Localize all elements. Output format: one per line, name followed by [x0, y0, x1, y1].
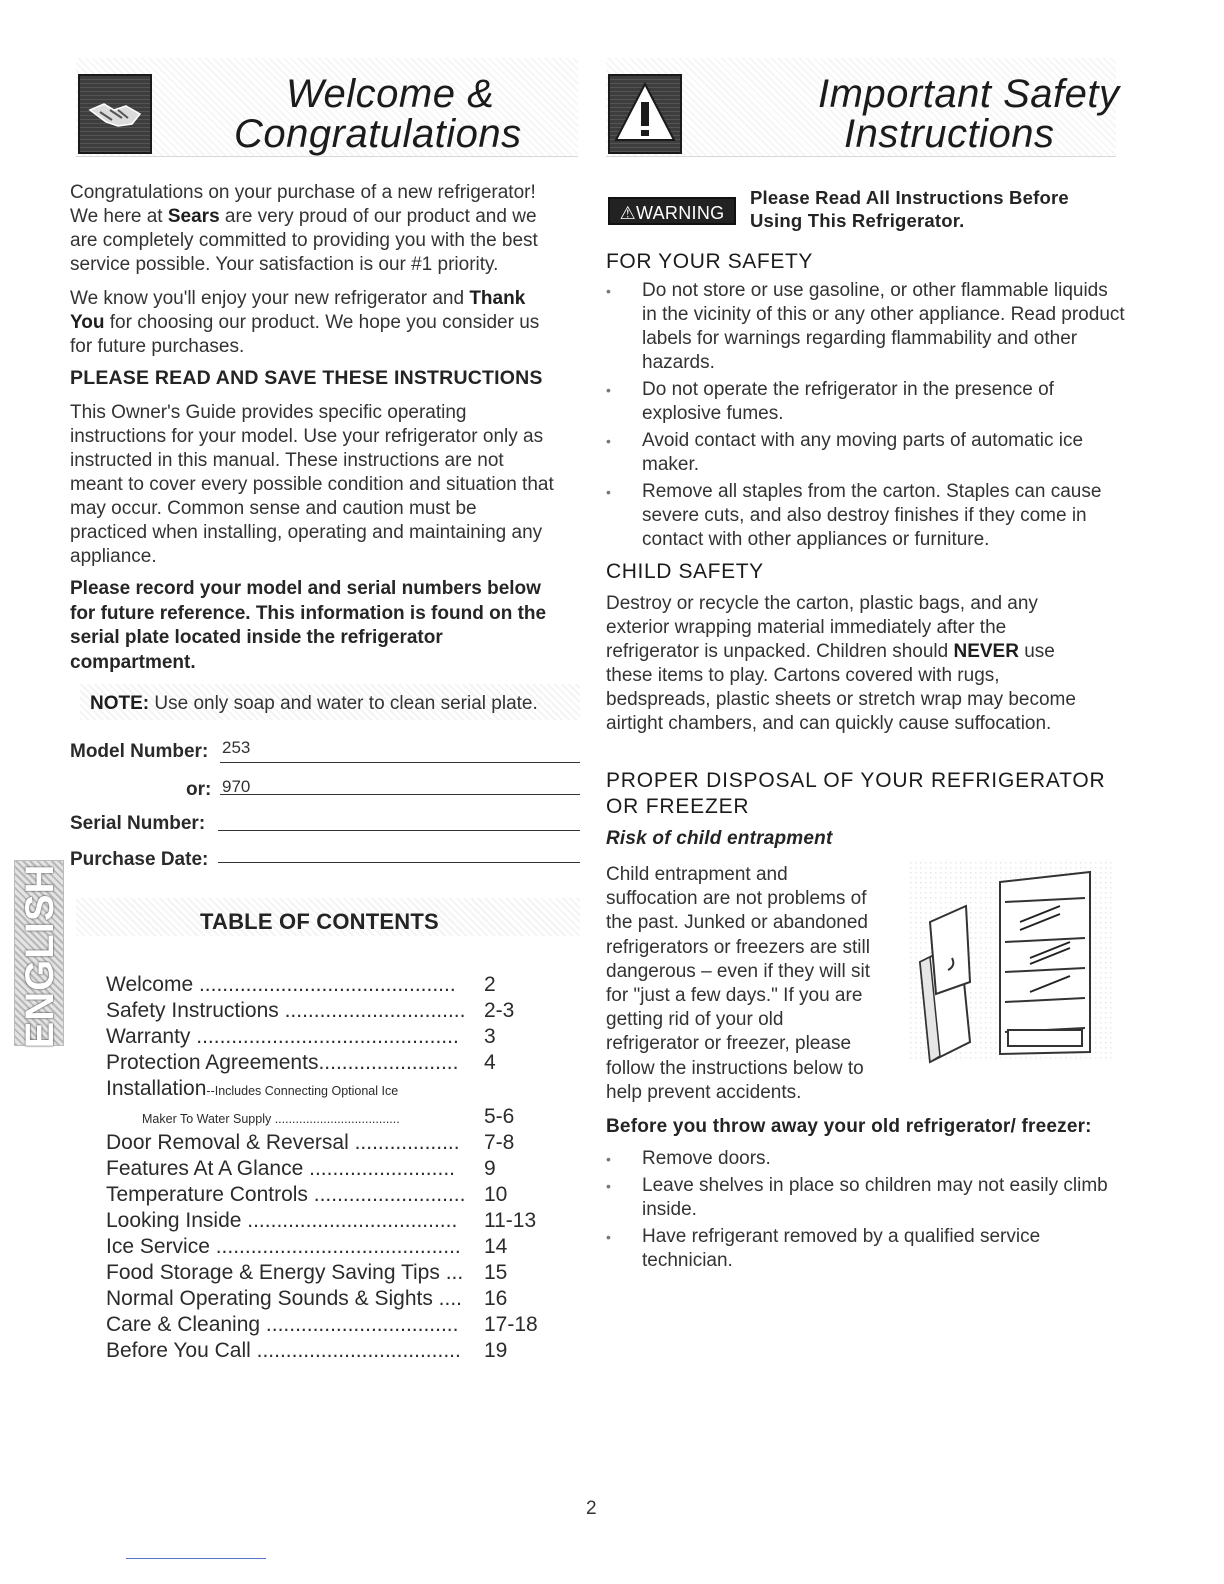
toc-item-label: Before You Call ...................................	[106, 1339, 461, 1362]
before-throw-away-heading: Before you throw away your old refrigerator/ freezer:	[606, 1116, 1092, 1137]
note-text: NOTE: Use only soap and water to clean serial plate.	[90, 693, 538, 714]
model-number-label: Model Number:	[70, 741, 209, 762]
welcome-title-line1: Welcome &	[286, 72, 495, 116]
toc-installation-page: 5-6	[484, 1105, 515, 1128]
or-label: or:	[186, 779, 212, 800]
toc-item[interactable]	[106, 1260, 546, 1286]
safety-bullets	[606, 279, 1126, 555]
toc-item[interactable]	[106, 1156, 546, 1182]
toc-item-page: 10	[484, 1183, 508, 1206]
disposal-bullet-refrigerant: • Have refrigerant removed by a qualified service technician.	[606, 1225, 1126, 1273]
disposal-bullets	[606, 1147, 1126, 1276]
warning-line-2: Using This Refrigerator.	[750, 210, 965, 231]
toc-item[interactable]	[106, 1130, 546, 1156]
toc-item-page: 4	[484, 1051, 496, 1074]
serial-number-label: Serial Number:	[70, 813, 206, 834]
toc-item-label: Care & Cleaning .................................	[106, 1313, 459, 1336]
toc-item-label: Protection Agreements........................	[106, 1051, 459, 1074]
toc-item-label: Welcome ............................................	[106, 973, 456, 996]
toc-item-label: Features At A Glance .........................	[106, 1157, 455, 1180]
purchase-date-label: Purchase Date:	[70, 849, 209, 870]
toc-item-label: Ice Service ..........................................	[106, 1235, 461, 1258]
toc-item-page: 3	[484, 1025, 496, 1048]
welcome-paragraph-2: We know you'll enjoy your new refrigerator and Thank You for choosing our product. We hope you consider us for future purchases.	[70, 288, 540, 357]
toc-item[interactable]	[106, 1286, 546, 1312]
toc-item-page: 11-13	[484, 1209, 537, 1232]
welcome-title-line2: Congratulations	[234, 112, 522, 156]
toc-item-label: Warranty .............................................	[106, 1025, 459, 1048]
welcome-paragraph-1: Congratulations on your purchase of a new refrigerator! We here at Sears are very proud of our product and we are completely committed to providing you with the best service possible. Your satisfaction is our #1 priority.	[70, 182, 538, 275]
toc-item[interactable]	[106, 998, 546, 1024]
toc-item[interactable]	[106, 1050, 546, 1076]
toc-item-page: 9	[484, 1157, 496, 1180]
safety-title-line2: Instructions	[844, 112, 1055, 156]
toc-item-label: Temperature Controls ..........................	[106, 1183, 466, 1206]
footer-rule	[126, 1558, 266, 1559]
warning-triangle-icon	[608, 74, 682, 154]
purchase-date-line[interactable]	[218, 862, 580, 863]
refrigerator-illustration	[900, 862, 1114, 1072]
toc-item[interactable]	[106, 1024, 546, 1050]
safety-bullet-ice-maker: • Avoid contact with any moving parts of automatic ice maker.	[606, 429, 1126, 477]
english-language-tab[interactable]	[14, 860, 64, 1049]
safety-title-line1: Important Safety	[818, 72, 1120, 116]
disposal-heading-line1: PROPER DISPOSAL OF YOUR REFRIGERATOR	[606, 769, 1106, 792]
toc-item[interactable]	[106, 1076, 546, 1104]
or-number-line[interactable]	[220, 794, 580, 795]
entrapment-paragraph: Child entrapment and suffocation are not problems of the past. Junked or abandoned refrigerators or freezers are still dangerous – even if they will sit for "just a few days." If you are getting rid of your old refrigerator or freezer, please follow the instructions below to help prevent accidents.	[606, 864, 871, 1103]
model-number-line[interactable]	[220, 762, 580, 763]
safety-bullet-staples: • Remove all staples from the carton. Staples can cause severe cuts, and also destroy finishes if they come in contact with other appliances or furniture.	[606, 480, 1126, 552]
toc-item[interactable]	[106, 972, 546, 998]
toc-item-page: 17-18	[484, 1313, 538, 1336]
disposal-bullet-shelves: • Leave shelves in place so children may not easily climb inside.	[606, 1174, 1126, 1222]
toc-item-page: 19	[484, 1339, 508, 1362]
toc-item-label: Normal Operating Sounds & Sights ....	[106, 1287, 463, 1310]
toc-item-page: 15	[484, 1261, 508, 1284]
toc-installation-line2: Maker To Water Supply ....................................	[142, 1112, 400, 1126]
toc-item[interactable]	[106, 1182, 546, 1208]
toc-item-page: 7-8	[484, 1131, 515, 1154]
safety-bullet-gasoline: • Do not store or use gasoline, or other flammable liquids in the vicinity of this or any other appliance. Read product labels for warnings regarding flammability and other hazards.	[606, 279, 1126, 375]
toc-title: TABLE OF CONTENTS	[200, 909, 439, 934]
toc-installation-suffix: --Includes Connecting Optional Ice	[206, 1084, 399, 1098]
toc-item-page: 16	[484, 1287, 508, 1310]
toc-item-page: 14	[484, 1235, 508, 1258]
toc-item[interactable]	[106, 1208, 546, 1234]
toc-item-label: Food Storage & Energy Saving Tips ...	[106, 1261, 464, 1284]
or-value: 970	[222, 777, 251, 796]
toc-item-page: 2	[484, 973, 496, 996]
warning-line-1: Please Read All Instructions Before	[750, 187, 1069, 208]
handshake-icon	[78, 74, 152, 154]
owners-guide-paragraph: This Owner's Guide provides specific operating instructions for your model. Use your refrigerator only as instructed in this manual. These instructions are not meant to cover every possible condition and situation that may occur. Common sense and caution must be practiced when installing, operating and maintaining any appliance.	[70, 402, 554, 567]
toc-item-label: Looking Inside ....................................	[106, 1209, 458, 1232]
child-safety-heading: CHILD SAFETY	[606, 560, 764, 583]
english-tab-label: ENGLISH	[18, 863, 62, 1049]
record-numbers-paragraph: Please record your model and serial numbers below for future reference. This information is found on the serial plate located inside the refrigerator compartment.	[70, 578, 547, 673]
toc-item[interactable]	[106, 1312, 546, 1338]
safety-bullet-fumes: • Do not operate the refrigerator in the presence of explosive fumes.	[606, 378, 1126, 426]
for-your-safety-heading: FOR YOUR SAFETY	[606, 250, 813, 273]
child-safety-paragraph: Destroy or recycle the carton, plastic bags, and any exterior wrapping material immediately after the refrigerator is unpacked. Children should NEVER use these items to play. Cartons covered with rugs, bedspreads, plastic sheets or stretch wrap may become airtight chambers, and can quickly cause suffocation.	[606, 593, 1076, 734]
toc-item[interactable]	[106, 1234, 546, 1260]
child-entrapment-subheading: Risk of child entrapment	[606, 828, 833, 849]
warning-badge: ⚠WARNING	[608, 197, 736, 225]
toc-item[interactable]	[106, 1338, 546, 1364]
toc-item-label: Safety Instructions ...............................	[106, 999, 466, 1022]
disposal-heading-line2: OR FREEZER	[606, 795, 750, 818]
save-instructions-heading: PLEASE READ AND SAVE THESE INSTRUCTIONS	[70, 367, 543, 389]
toc-item-label: Door Removal & Reversal ..................	[106, 1131, 460, 1154]
toc-item-page: 2-3	[484, 999, 515, 1022]
serial-number-line[interactable]	[218, 830, 580, 831]
disposal-bullet-doors: • Remove doors.	[606, 1147, 1126, 1171]
page-number: 2	[586, 1498, 597, 1519]
model-number-value: 253	[222, 738, 251, 757]
toc-item-installation-continued[interactable]	[106, 1104, 546, 1132]
toc-item-label: Installation	[106, 1077, 207, 1100]
